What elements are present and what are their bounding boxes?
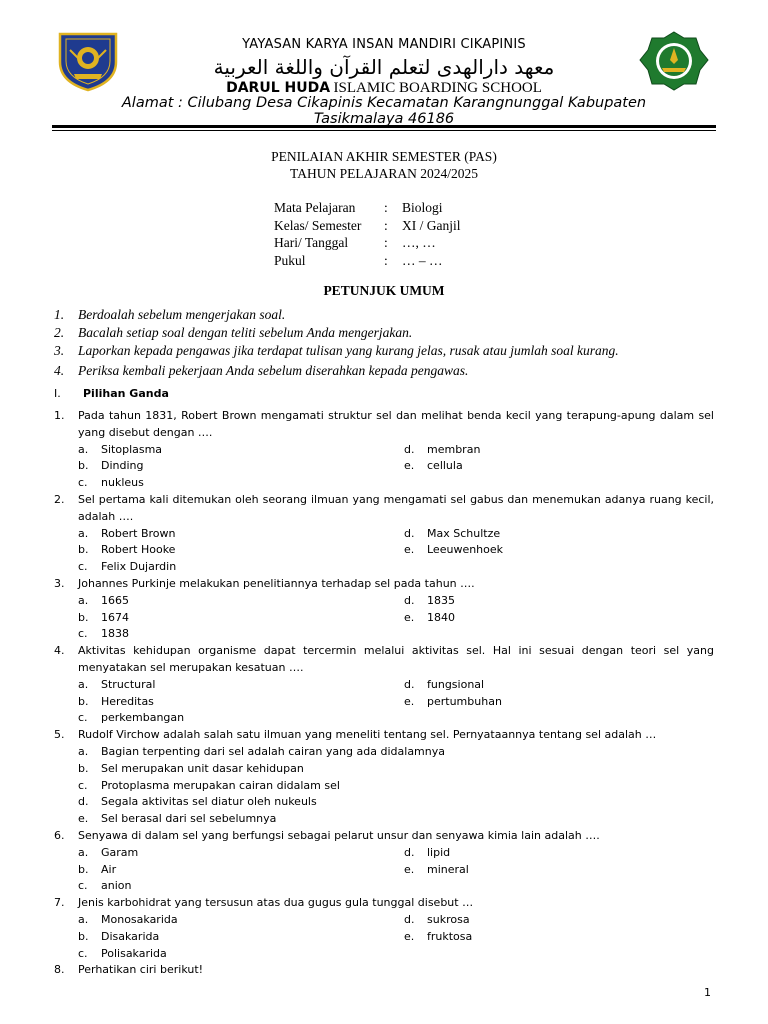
option-text: Monosakarida <box>101 912 178 926</box>
option-text: cellula <box>427 459 463 473</box>
answer-option <box>404 442 704 459</box>
school-name-rest: ISLAMIC BOARDING SCHOOL <box>333 80 542 96</box>
option-text: mineral <box>427 862 469 876</box>
answer-option <box>78 559 404 576</box>
exam-info-colon: : <box>384 252 388 268</box>
answer-option <box>78 593 404 610</box>
answer-option <box>404 929 704 946</box>
option-letter: c. <box>78 627 88 641</box>
question-text: Rudolf Virchow adalah salah satu ilmuan yang meneliti tentang sel. Pernyataannya tentang sel adalah … <box>78 728 657 742</box>
answer-option <box>404 593 704 610</box>
option-letter: c. <box>78 476 88 490</box>
option-text: sukrosa <box>427 912 470 926</box>
answer-option <box>78 542 404 559</box>
answer-option <box>78 610 404 627</box>
answer-option <box>404 694 704 711</box>
option-letter: a. <box>78 845 89 859</box>
option-letter: b. <box>78 543 89 557</box>
instructions-title: PETUNJUK UMUM <box>323 283 445 298</box>
exam-info-colon: : <box>384 200 388 215</box>
answer-option <box>404 862 704 879</box>
section-heading <box>54 387 169 400</box>
question-text: Johannes Purkinje melakukan penelitiannya terhadap sel pada tahun …. <box>78 576 475 590</box>
instruction-number: 1. <box>54 307 65 322</box>
option-text: 1674 <box>101 610 129 624</box>
answer-options <box>78 593 714 643</box>
question-number: 7. <box>54 896 65 910</box>
option-text: Segala aktivitas sel diatur oleh nukeuls <box>101 795 317 809</box>
option-letter: c. <box>78 560 88 574</box>
question-number: 6. <box>54 828 65 842</box>
instruction-item <box>54 307 724 325</box>
instruction-number: 4. <box>54 363 65 378</box>
question-item <box>54 895 714 912</box>
option-letter: a. <box>78 526 89 540</box>
option-letter: e. <box>404 862 415 876</box>
option-letter: a. <box>78 677 89 691</box>
exam-info-row <box>274 253 461 271</box>
exam-info-label: Pukul <box>274 252 306 268</box>
answer-option <box>404 526 704 543</box>
question-number: 5. <box>54 728 65 742</box>
question-number: 2. <box>54 492 65 506</box>
option-letter: d. <box>404 912 415 926</box>
question-item <box>54 576 714 593</box>
answer-option <box>78 744 678 761</box>
exam-info-table <box>274 200 461 270</box>
option-text: membran <box>427 442 481 456</box>
answer-options <box>78 744 714 828</box>
answer-option <box>78 811 678 828</box>
option-text: Dinding <box>101 459 144 473</box>
answer-option <box>78 761 678 778</box>
answer-option <box>404 458 704 475</box>
option-text: Protoplasma merupakan cairan didalam sel <box>101 778 340 792</box>
option-text: Garam <box>101 845 139 859</box>
option-text: 1838 <box>101 627 129 641</box>
exam-info-label: Mata Pelajaran <box>274 200 356 215</box>
option-text: Hereditas <box>101 694 154 708</box>
option-text: Sel merupakan unit dasar kehidupan <box>101 761 304 775</box>
exam-year: TAHUN PELAJARAN 2024/2025 <box>290 166 478 181</box>
answer-option <box>78 694 404 711</box>
answer-options <box>78 912 714 962</box>
exam-info-row <box>274 235 461 253</box>
instruction-text: Berdoalah sebelum mengerjakan soal. <box>78 307 286 322</box>
instruction-text: Periksa kembali pekerjaan Anda sebelum diserahkan kepada pengawas. <box>78 363 469 378</box>
answer-option <box>78 778 678 795</box>
option-text: Air <box>101 862 117 876</box>
section-number: I. <box>54 387 61 400</box>
option-letter: b. <box>78 929 89 943</box>
option-letter: a. <box>78 442 89 456</box>
header-divider-thin <box>52 130 716 131</box>
answer-option <box>78 862 404 879</box>
option-text: fungsional <box>427 677 485 691</box>
option-letter: d. <box>404 677 415 691</box>
header-divider-thick <box>52 125 716 128</box>
question-text: Perhatikan ciri berikut! <box>78 963 204 977</box>
option-text: Sel berasal dari sel sebelumnya <box>101 812 277 826</box>
answer-option <box>78 677 404 694</box>
option-text: Polisakarida <box>101 946 167 960</box>
question-item <box>54 828 714 845</box>
option-text: Structural <box>101 677 156 691</box>
instruction-number: 3. <box>54 343 65 358</box>
option-text: Disakarida <box>101 929 160 943</box>
question-text: Sel pertama kali ditemukan oleh seorang ilmuan yang mengamati sel gabus dan menemukan adanya ruang kecil, adalah …. <box>78 492 714 523</box>
option-letter: c. <box>78 778 88 792</box>
question-text: Jenis karbohidrat yang tersusun atas dua gugus gula tunggal disebut … <box>78 896 474 910</box>
exam-info-label: Hari/ Tanggal <box>274 235 349 250</box>
option-text: nukleus <box>101 476 144 490</box>
section-title: Pilihan Ganda <box>83 387 169 400</box>
option-letter: d. <box>404 593 415 607</box>
question-number: 4. <box>54 644 65 658</box>
question-number: 3. <box>54 576 65 590</box>
exam-info-colon: : <box>384 217 388 233</box>
answer-option <box>404 677 704 694</box>
option-letter: d. <box>78 795 89 809</box>
option-text: Robert Brown <box>101 526 176 540</box>
answer-option <box>78 526 404 543</box>
answer-option <box>78 845 404 862</box>
answer-option <box>78 458 404 475</box>
exam-title: PENILAIAN AKHIR SEMESTER (PAS) <box>271 149 497 164</box>
question-item <box>54 408 714 442</box>
school-name-bold: DARUL HUDA <box>226 80 331 96</box>
answer-option <box>78 710 404 727</box>
school-name-arabic: معهد دارالهدى لتعلم القرآن واللغة العربية <box>213 55 555 79</box>
option-text: Leeuwenhoek <box>427 543 504 557</box>
option-letter: b. <box>78 610 89 624</box>
answer-option <box>78 626 404 643</box>
option-letter: e. <box>404 610 415 624</box>
instruction-number: 2. <box>54 325 65 340</box>
option-text: Robert Hooke <box>101 543 176 557</box>
instruction-item <box>54 325 724 343</box>
question-text: Senyawa di dalam sel yang berfungsi sebagai pelarut unsur dan senyawa kimia lain adalah …. <box>78 828 600 842</box>
option-text: perkembangan <box>101 711 185 725</box>
option-letter: b. <box>78 459 89 473</box>
option-letter: b. <box>78 862 89 876</box>
option-letter: e. <box>404 543 415 557</box>
option-letter: e. <box>404 694 415 708</box>
option-letter: d. <box>404 845 415 859</box>
instructions-list <box>54 307 724 381</box>
answer-option <box>404 610 704 627</box>
option-letter: c. <box>78 879 88 893</box>
answer-option <box>78 442 404 459</box>
foundation-name: YAYASAN KARYA INSAN MANDIRI CIKAPINIS <box>242 37 526 52</box>
option-letter: b. <box>78 694 89 708</box>
answer-option <box>78 475 404 492</box>
option-letter: a. <box>78 912 89 926</box>
exam-info-value: …, … <box>402 235 436 250</box>
option-letter: b. <box>78 761 89 775</box>
answer-options <box>78 526 714 576</box>
question-text: Pada tahun 1831, Robert Brown mengamati struktur sel dan melihat benda kecil yang terapung-apung dalam sel yang disebut dengan …. <box>78 409 714 439</box>
instruction-item <box>54 343 724 361</box>
exam-info-label: Kelas/ Semester <box>274 217 362 233</box>
option-letter: e. <box>78 812 89 826</box>
option-text: pertumbuhan <box>427 694 502 708</box>
option-text: 1840 <box>427 610 455 624</box>
question-item <box>54 492 714 526</box>
answer-options <box>78 442 714 492</box>
question-number: 1. <box>54 409 65 422</box>
exam-info-value: … – … <box>402 252 443 268</box>
option-letter: c. <box>78 711 88 725</box>
answer-option <box>78 912 404 929</box>
exam-info-row <box>274 200 461 218</box>
option-text: Bagian terpenting dari sel adalah cairan yang ada didalamnya <box>101 744 445 758</box>
question-item <box>54 962 714 979</box>
question-item <box>54 727 714 744</box>
instruction-text: Laporkan kepada pengawas jika terdapat tulisan yang kurang jelas, rusak atau jumlah soal kurang. <box>78 343 619 358</box>
exam-info-value: Biologi <box>402 200 443 215</box>
answer-options <box>78 845 714 895</box>
answer-option <box>404 912 704 929</box>
answer-option <box>78 929 404 946</box>
exam-info-row <box>274 218 461 236</box>
option-text: fruktosa <box>427 929 473 943</box>
option-letter: a. <box>78 744 89 758</box>
page-number: 1 <box>704 986 711 999</box>
option-text: Sitoplasma <box>101 442 163 456</box>
answer-option <box>404 845 704 862</box>
option-letter: e. <box>404 459 415 473</box>
option-letter: a. <box>78 593 89 607</box>
option-text: 1665 <box>101 593 129 607</box>
answer-option <box>404 542 704 559</box>
option-letter: d. <box>404 526 415 540</box>
option-text: 1835 <box>427 593 455 607</box>
option-text: anion <box>101 879 132 893</box>
option-text: Max Schultze <box>427 526 501 540</box>
question-number: 8. <box>54 963 65 977</box>
answer-option <box>78 946 404 963</box>
instruction-text: Bacalah setiap soal dengan teliti sebelum Anda mengerjakan. <box>78 325 413 340</box>
option-letter: e. <box>404 929 415 943</box>
answer-options <box>78 677 714 727</box>
school-address: Alamat : Cilubang Desa Cikapinis Kecamatan Karangnunggal Kabupaten Tasikmalaya 46186 <box>121 95 647 127</box>
option-letter: d. <box>404 442 415 456</box>
answer-option <box>78 794 678 811</box>
question-text: Aktivitas kehidupan organisme dapat tercermin melalui aktivitas sel. Hal ini sesuai dengan teori sel yang menyatakan sel merupakan kesatuan …. <box>78 644 714 674</box>
exam-info-value: XI / Ganjil <box>402 217 461 233</box>
question-list <box>54 408 714 979</box>
option-text: lipid <box>427 845 451 859</box>
question-item <box>54 643 714 677</box>
instruction-item <box>54 363 724 381</box>
option-letter: c. <box>78 946 88 960</box>
option-text: Felix Dujardin <box>101 560 177 574</box>
answer-option <box>78 878 404 895</box>
exam-info-colon: : <box>384 235 388 250</box>
